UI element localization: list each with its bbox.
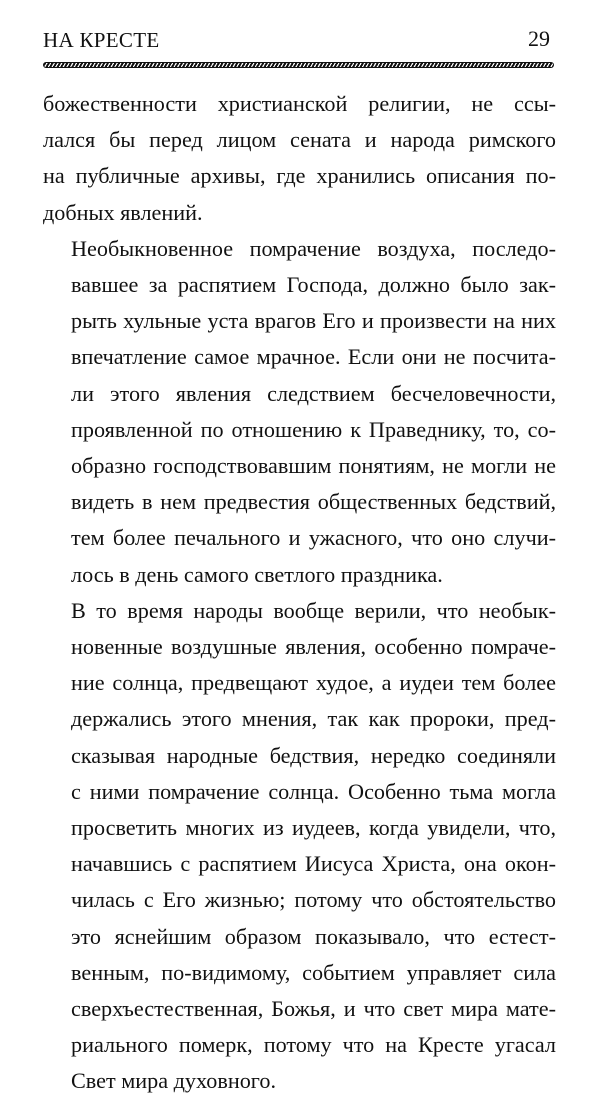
text-line: риального померк, потому что на Кресте угасал [71,1032,556,1058]
text-line: добных явлений. [43,199,203,225]
text-line: держались этого мнения, так как пророки, пред- [71,706,556,732]
text-line: на публичные архивы, где хранились описания по- [43,163,556,189]
text-line: венным, по-видимому, событием управляет сила [71,959,556,985]
text-line: просветить многих из иудеев, когда увидели, что, [71,815,556,841]
text-line: В то время народы вообще верили, что необык- [71,597,556,623]
text-line: сказывая народные бедствия, нередко соединяли [71,742,556,768]
text-line: проявленной по отношению к Праведнику, то, со- [71,416,556,442]
page-header [43,20,554,60]
text-line: рыть хульные уста врагов Его и произвести на них [71,308,556,334]
running-title: НА КРЕСТЕ [43,28,160,52]
text-line: новенные воздушные явления, особенно помраче- [71,634,556,660]
text-line: лось в день самого светлого праздника. [71,561,443,587]
decorative-rope-rule [43,62,554,68]
page-number: 29 [528,26,550,51]
paragraph-3 [43,593,556,1100]
text-line: Необыкновенное помрачение воздуха, последо- [71,235,556,261]
text-line: сверхъестественная, Божья, и что свет мира мате- [71,996,556,1022]
text-line: чилась с Его жизнью; потому что обстоятельство [71,887,556,913]
paragraph-1 [43,86,556,231]
text-line: божественности христианской религии, не ссы- [43,91,556,116]
text-line: Свет мира духовного. [71,1068,276,1094]
text-line: видеть в нем предвестия общественных бедствий, [71,489,556,515]
text-line: это яснейшим образом показывало, что естест- [71,923,556,949]
text-line: с ними помрачение солнца. Особенно тьма могла [71,778,556,804]
text-line: ли этого явления следствием бесчеловечности, [71,380,556,406]
text-line: впечатление самое мрачное. Если они не посчита- [71,344,556,370]
text-line: тем более печального и ужасного, что оно случи- [71,525,556,551]
text-line: начавшись с распятием Иисуса Христа, она окон- [71,851,556,877]
text-line: образно господствовавшим понятиям, не могли не [71,453,556,479]
text-line: ние солнца, предвещают худое, а иудеи тем более [71,670,556,696]
text-line: лался бы перед лицом сената и народа римского [43,127,556,153]
paragraph-2 [43,231,556,593]
body-text [43,86,556,1100]
text-line: вавшее за распятием Господа, должно было зак- [71,272,556,298]
